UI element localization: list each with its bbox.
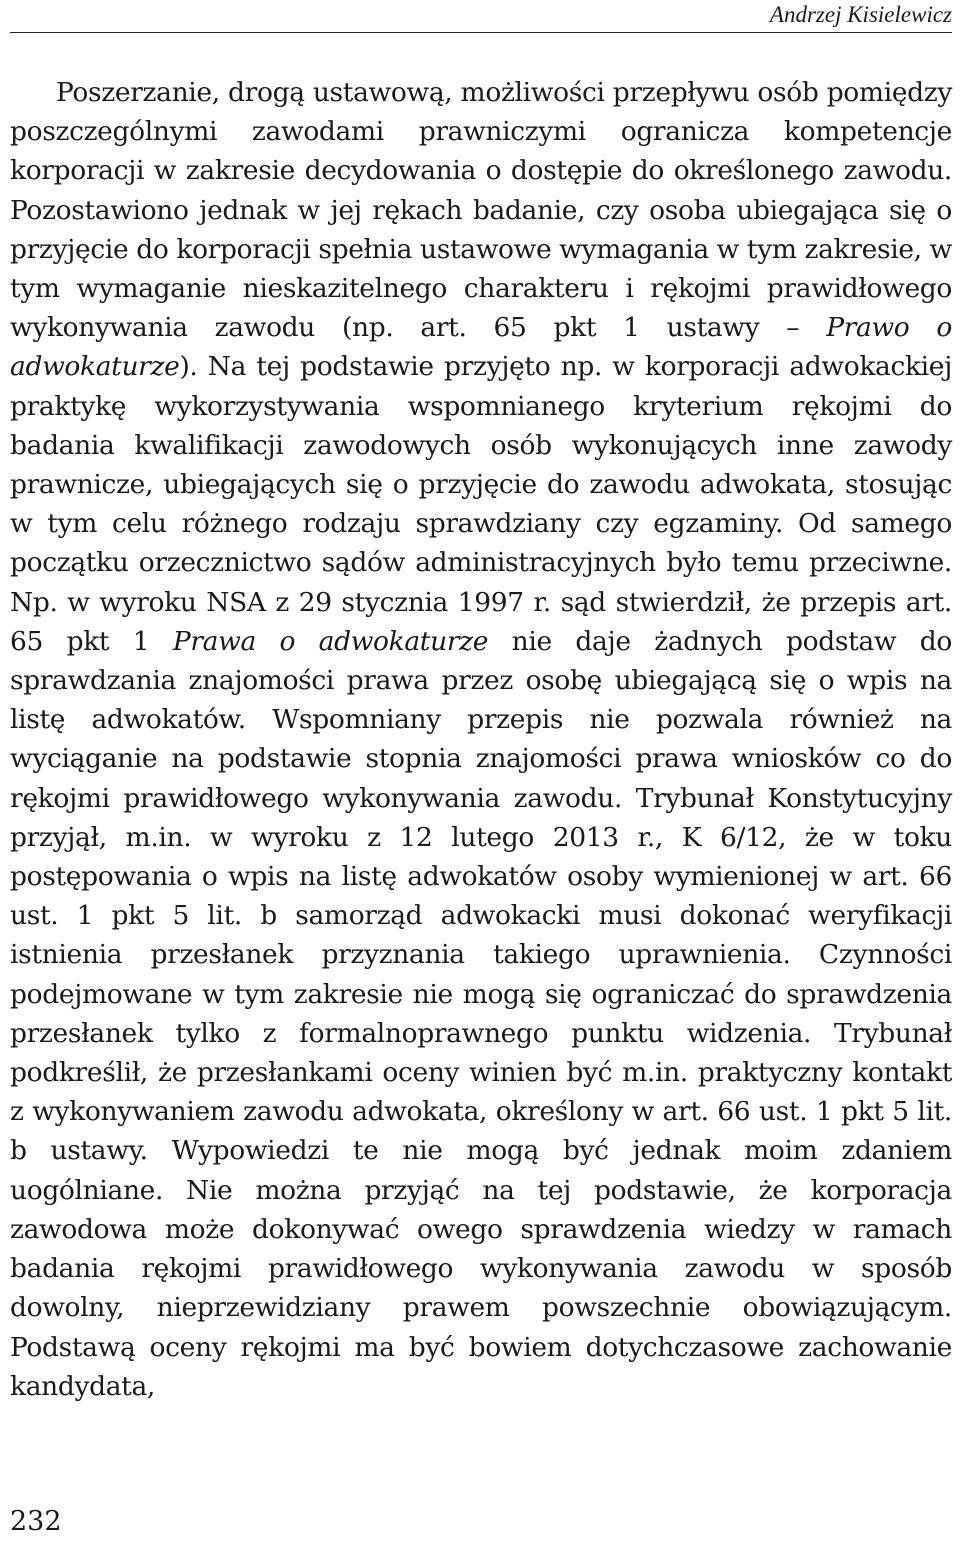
running-header-author: Andrzej Kisielewicz: [769, 2, 952, 27]
paragraph-text-2: ). Na tej podstawie przyjęto np. w korporacji adwokackiej praktykę wykorzystywania wspomnianego kryterium rękojmi do badania kwalifikacji zawodowych osób wykonujących inne zawody prawnicze, ubiegających się o przyjęcie do zawodu adwokata, stosując w tym celu różnego rodzaju sprawdziany czy egzaminy. Od samego początku orzecznictwo sądów administracyjnych było temu przeciwne. Np. w wyroku NSA z 29 stycznia 1997 r. sąd stwierdził, że przepis art. 65 pkt 1: [10, 351, 952, 657]
act-title-italic-2: Prawa o adwokaturze: [172, 625, 489, 657]
paragraph-text-3: nie daje żadnych podstaw do sprawdzania znajomości prawa przez osobę ubiegającą się o wpis na listę adwokatów. Wspomniany przepis nie pozwala również na wyciąganie na podstawie stopnia znajomości prawa wniosków co do rękojmi prawidłowego wykonywania zawodu. Trybunał Konstytucyjny przyjął, m.in. w wyroku z 12 lutego 2013 r., K 6/12, że w toku postępowania o wpis na listę adwokatów osoby wymienionej w art. 66 ust. 1 pkt 5 lit. b samorząd adwokacki musi dokonać weryfikacji istnienia przesłanek przyznania takiego uprawnienia. Czynności podejmowane w tym zakresie nie mogą się ograniczać do sprawdzenia przesłanek tylko z formalnoprawnego punktu widzenia. Trybunał podkreślił, że przesłankami oceny winien być m.in. praktyczny kontakt z wykonywaniem zawodu adwokata, określony w art. 66 ust. 1 pkt 5 lit. b ustawy. Wypowiedzi te nie mogą być jednak moim zdaniem uogólniane. Nie można przyjąć na tej podstawie, że korporacja zawodowa może dokonywać owego sprawdzenia wiedzy w ramach badania rękojmi prawidłowego wykonywania zawodu w sposób dowolny, nieprzewidziany prawem powszechnie obowiązującym. Podstawą oceny rękojmi ma być bowiem dotychczasowe zachowanie kandydata,: [10, 625, 952, 1402]
page-number: 232: [10, 1506, 62, 1537]
act-title-italic-1: Prawo o adwokaturze: [10, 312, 953, 383]
body-paragraph: [10, 73, 952, 1406]
paragraph-text-1: Poszerzanie, drogą ustawową, możliwości przepływu osób pomiędzy poszczególnymi zawodami prawniczymi ogranicza kompetencje korporacji w zakresie decydowania o dostępie do określonego zawodu. Pozostawiono jednak w jej rękach badanie, czy osoba ubiegająca się o przyjęcie do korporacji spełnia ustawowe wymagania w tym zakresie, w tym wymaganie nieskazitelnego charakteru i rękojmi prawidłowego wykonywania zawodu (np. art. 65 pkt 1 ustawy –: [10, 77, 952, 344]
running-header: [10, 0, 952, 33]
